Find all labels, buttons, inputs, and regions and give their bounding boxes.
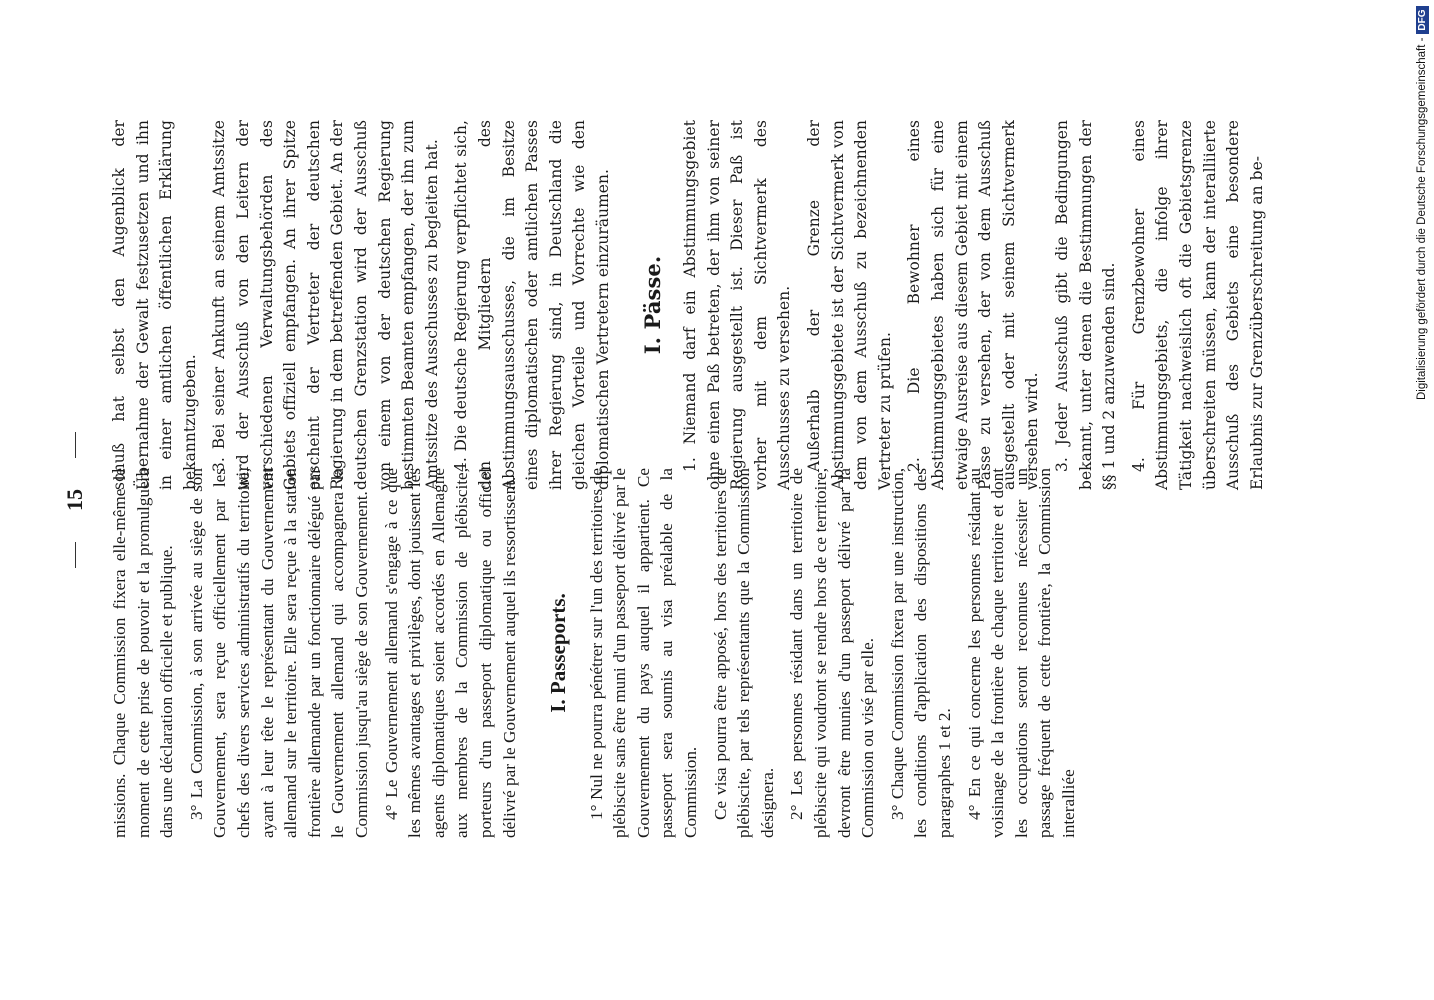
dfg-logo: DFG bbox=[1416, 6, 1429, 33]
fr-paragraph-1: missions. Chaque Commission fixera elle-même le moment de cette prise de pouvoir et la promulguera dans une déclaration officielle et publique. bbox=[110, 468, 177, 838]
fr-paragraph-2: 3° La Commission, à son arrivée au siège de son Gouvernement, sera reçue officiellement par les chefs des divers services administratifs du territoire, ayant à leur tête le représentant du Gouvernement allemand sur le territoire. Elle sera reçue à la station frontière allemande par un fonctionnaire délégué par le Gouvernement allemand qui accompagnera la Commission jusqu'au siège de son Gouvernement. bbox=[186, 468, 371, 838]
watermark-text: Digitalisierung gefördert durch die Deutsche Forschungsgemeinschaft - bbox=[1416, 37, 1428, 400]
watermark-line bbox=[1402, 0, 1434, 400]
french-column bbox=[108, 468, 1087, 838]
digitization-watermark bbox=[1394, 0, 1434, 1000]
de-paragraph-7: 3. Jeder Ausschuß gibt die Bedingungen bekannt, unter denen die Bestimmungen der §§ 1 und 2 anzuwenden sind. bbox=[1052, 120, 1119, 490]
fr-paragraph-7: 3° Chaque Commission fixera par une instruction, les conditions d'application des dispositions des paragraphes 1 et 2. bbox=[887, 468, 954, 838]
fr-paragraph-3: 4° Le Gouvernement allemand s'engage à ce que les mêmes avantages et privilèges, dont jouissent les agents diplomatiques soient accordés en Allemagne aux membres de la Commission de plébiscite, porteurs d'un passeport diplomatique ou officiel délivré par le Gouvernement auquel ils ressortissent. bbox=[381, 468, 519, 838]
german-column bbox=[108, 120, 1275, 490]
fr-paragraph-8: 4° En ce qui concerne les personnes résidant au voisinage de la frontière de chaque territoire et dont les occupations seront reconnues nécessiter un passage fréquent de cette frontière, la Commission interalliée bbox=[964, 468, 1078, 838]
page-number: 15 bbox=[62, 489, 87, 511]
de-paragraph-5: Außerhalb der Grenze der Abstimmungsgebiete ist der Sichtvermerk von dem von dem Ausschuß zu bezeichnenden Vertreter zu prüfen. bbox=[805, 120, 894, 490]
de-paragraph-2: 3. Bei seiner Ankunft an seinem Amtssitze wird der Ausschuß von den Leitern der verschiedenen Verwaltungsbehörden des Gebiets offiziell empfangen. An ihrer Spitze erscheint der Vertreter der deutschen Regierung in dem betreffenden Gebiet. An der deutschen Grenzstation wird der Ausschuß von einem von der deutschen Regierung bestimmten Beamten empfangen, der ihn zum Amtssitze des Ausschusses zu begleiten hat. bbox=[210, 120, 441, 490]
fr-paragraph-6: 2° Les personnes résidant dans un territoire de plébiscite qui voudront se rendre hors de ce territoire, devront être munies d'un passeport délivré par la Commission ou visé par elle. bbox=[787, 468, 878, 838]
page-header bbox=[62, 0, 102, 1000]
fr-paragraph-5: Ce visa pourra être apposé, hors des territoires de plébiscite, par tels représentants que la Commission désignera. bbox=[710, 468, 777, 838]
header-dash-right bbox=[75, 432, 76, 458]
header-dash-left bbox=[75, 542, 76, 568]
de-section-heading: I. Pässe. bbox=[640, 255, 666, 355]
fr-paragraph-4: 1° Nul ne pourra pénétrer sur l'un des territoires de plébiscite sans être muni d'un passeport délivré par le Gouvernement du pays auquel il appartient. Ce passeport sera soumis au visa préalable de la Commission. bbox=[586, 468, 701, 838]
de-paragraph-4: 1. Niemand darf ein Abstimmungsgebiet ohne einen Paß betreten, der ihm von seiner Regierung ausgestellt ist. Dieser Paß ist vorher mit dem Sichtvermerk des Ausschusses zu versehen. bbox=[681, 120, 794, 490]
de-paragraph-8: 4. Für Grenzbewohner eines Abstimmungsgebiets, die infolge ihrer Tätigkeit nachweislich oft die Gebietsgrenze überschreiten müssen, kann der interalliierte Ausschuß des Gebiets eine besondere Erlaubnis zur Grenzüberschreitung an be- bbox=[1129, 120, 1266, 490]
de-paragraph-1: schuß hat selbst den Augenblick der Übernahme der Gewalt festzusetzen und ihn in einer amtlichen öffentlichen Erklärung bekanntzugeben. bbox=[110, 120, 199, 490]
de-paragraph-6: 2. Die Bewohner eines Abstimmungsgebietes haben sich für eine etwaige Ausreise aus diesem Gebiet mit einem Passe zu versehen, der von dem Ausschuß ausgestellt oder mit seinem Sichtvermerk versehen wird. bbox=[905, 120, 1042, 490]
de-paragraph-3: 4. Die deutsche Regierung verpflichtet sich, den Mitgliedern des Abstimmungsausschusses, die im Besitze eines diplomatischen oder amtlichen Passes ihrer Regierung sind, in Deutschland die gleichen Vorteile und Vorrechte wie den diplomatischen Vertretern einzuräumen. bbox=[452, 120, 612, 490]
fr-section-heading: I. Passeports. bbox=[546, 593, 571, 713]
